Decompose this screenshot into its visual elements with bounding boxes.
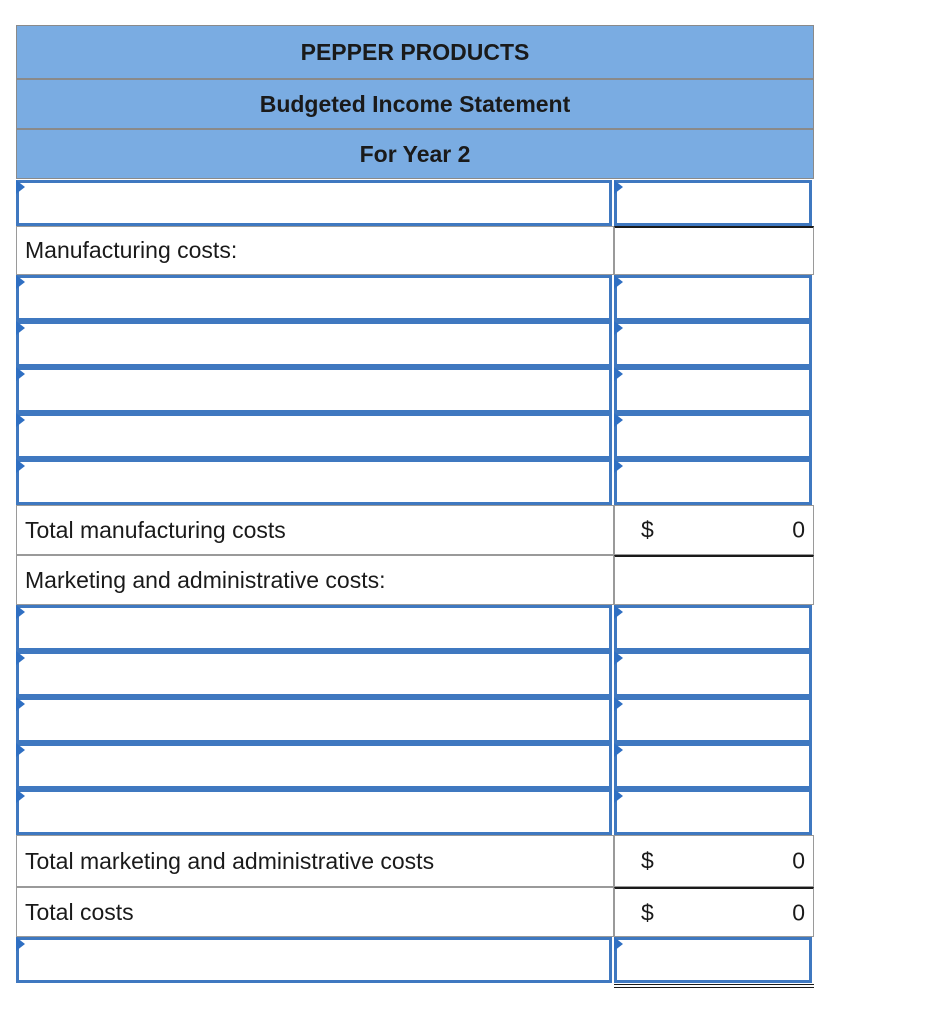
total-manufacturing-costs-label: Total manufacturing costs xyxy=(16,505,614,555)
total-costs-label: Total costs xyxy=(16,887,614,937)
marketing-item-dropdown[interactable] xyxy=(16,605,612,651)
double-underline xyxy=(614,987,814,988)
total-costs-value: 0 xyxy=(792,899,805,925)
total-manufacturing-costs-value: 0 xyxy=(792,516,805,543)
marketing-item-amount-input[interactable] xyxy=(614,789,812,835)
manufacturing-item-dropdown[interactable] xyxy=(16,459,612,505)
marketing-item-dropdown[interactable] xyxy=(16,743,612,789)
double-underline xyxy=(614,984,814,985)
marketing-admin-costs-label: Marketing and administrative costs: xyxy=(16,555,614,605)
manufacturing-item-amount-input[interactable] xyxy=(614,459,812,505)
manufacturing-item-dropdown[interactable] xyxy=(16,367,612,413)
currency-symbol: $ xyxy=(641,899,654,925)
currency-symbol: $ xyxy=(641,516,654,543)
marketing-item-amount-input[interactable] xyxy=(614,605,812,651)
currency-symbol: $ xyxy=(641,847,654,874)
manufacturing-costs-amount-cell xyxy=(614,226,814,275)
manufacturing-item-amount-input[interactable] xyxy=(614,367,812,413)
line-item-dropdown[interactable] xyxy=(16,180,612,226)
result-label-dropdown[interactable] xyxy=(16,937,612,983)
statement-title: Budgeted Income Statement xyxy=(16,79,814,129)
manufacturing-costs-label: Manufacturing costs: xyxy=(16,226,614,275)
marketing-item-dropdown[interactable] xyxy=(16,789,612,835)
marketing-item-amount-input[interactable] xyxy=(614,697,812,743)
total-marketing-admin-costs-value: 0 xyxy=(792,847,805,874)
manufacturing-item-amount-input[interactable] xyxy=(614,321,812,367)
marketing-item-dropdown[interactable] xyxy=(16,651,612,697)
manufacturing-item-dropdown[interactable] xyxy=(16,321,612,367)
result-amount-input[interactable] xyxy=(614,937,812,983)
manufacturing-item-dropdown[interactable] xyxy=(16,413,612,459)
manufacturing-item-amount-input[interactable] xyxy=(614,275,812,321)
statement-period: For Year 2 xyxy=(16,129,814,179)
marketing-item-dropdown[interactable] xyxy=(16,697,612,743)
marketing-admin-costs-amount-cell xyxy=(614,555,814,605)
line-item-amount-input[interactable] xyxy=(614,180,812,226)
total-manufacturing-costs-amount xyxy=(614,505,814,555)
marketing-item-amount-input[interactable] xyxy=(614,651,812,697)
company-name: PEPPER PRODUCTS xyxy=(16,25,814,79)
total-costs-amount xyxy=(614,887,814,937)
manufacturing-item-amount-input[interactable] xyxy=(614,413,812,459)
total-marketing-admin-costs-amount xyxy=(614,835,814,887)
manufacturing-item-dropdown[interactable] xyxy=(16,275,612,321)
marketing-item-amount-input[interactable] xyxy=(614,743,812,789)
total-marketing-admin-costs-label: Total marketing and administrative costs xyxy=(16,835,614,887)
